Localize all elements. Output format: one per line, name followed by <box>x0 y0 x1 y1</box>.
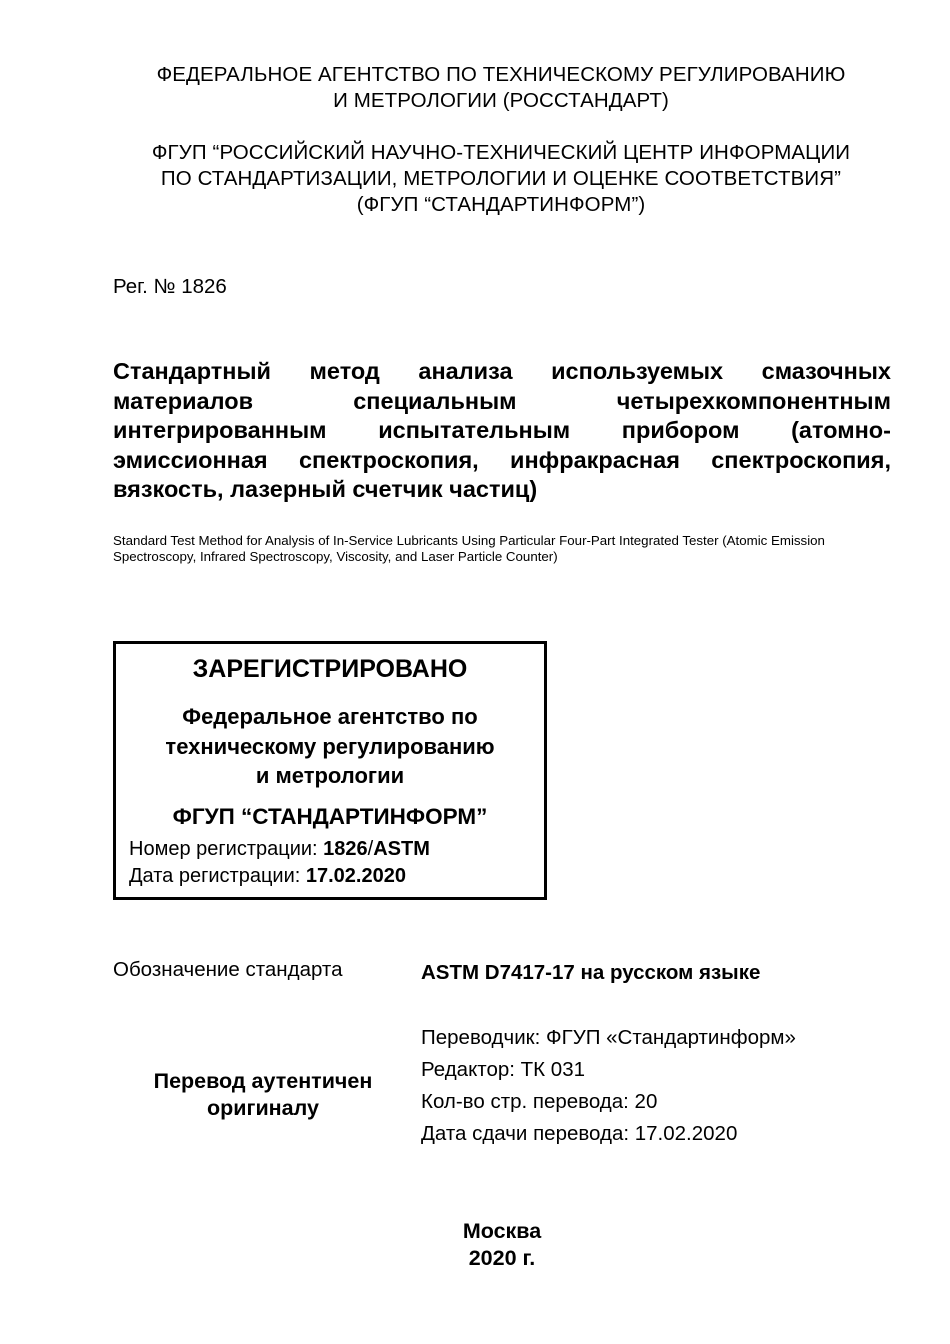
title-en-line: Spectroscopy, Infrared Spectroscopy, Viscosity, and Laser Particle Counter) <box>113 549 558 564</box>
agency-header <box>100 62 902 114</box>
footer-city: Москва <box>462 1219 542 1243</box>
title-ru-line: эмиссионная спектроскопия, инфракрасная спектроскопия, <box>113 446 891 473</box>
stamp-organization: ФГУП “СТАНДАРТИНФОРМ” <box>172 804 488 829</box>
agency-header-line: ФЕДЕРАЛЬНОЕ АГЕНТСТВО ПО ТЕХНИЧЕСКОМУ РЕГУЛИРОВАНИЮ <box>156 63 846 86</box>
stamp-agency-line: техническому регулированию <box>165 733 495 759</box>
title-en-line: Standard Test Method for Analysis of In-Service Lubricants Using Particular Four-Part Integrated Tester (Atomic Emission <box>113 533 825 548</box>
agency-header-line: И МЕТРОЛОГИИ (РОССТАНДАРТ) <box>333 89 669 112</box>
document-title-ru <box>113 357 891 505</box>
info-center-line: ПО СТАНДАРТИЗАЦИИ, МЕТРОЛОГИИ И ОЦЕНКЕ СООТВЕТСТВИЯ” <box>160 167 842 190</box>
stamp-registration-number <box>129 836 430 862</box>
stamp-number-separator: / <box>367 838 374 860</box>
title-ru-line: вязкость, лазерный счетчик частиц) <box>113 476 538 503</box>
document-title-en <box>113 533 893 565</box>
authenticity-statement <box>113 1068 413 1122</box>
standard-designation-label: Обозначение стандарта <box>113 958 343 981</box>
authenticity-line: Перевод аутентичен <box>153 1069 373 1093</box>
stamp-agency <box>116 702 544 791</box>
stamp-number-suffix: ASTM <box>373 838 430 860</box>
registration-stamp-box <box>113 641 547 900</box>
info-center-header <box>100 140 902 218</box>
stamp-date-value: 17.02.2020 <box>305 865 406 887</box>
page-count-line: Кол-во стр. перевода: 20 <box>421 1090 658 1113</box>
standard-designation-value: ASTM D7417-17 на русском языке <box>421 961 761 984</box>
footer-year: 2020 г. <box>468 1246 536 1270</box>
footer <box>350 1218 654 1272</box>
translator-line: Переводчик: ФГУП «Стандартинформ» <box>421 1026 796 1049</box>
editor-line: Редактор: ТК 031 <box>421 1058 585 1081</box>
info-center-line: (ФГУП “СТАНДАРТИНФОРМ”) <box>356 193 646 216</box>
title-ru-line: материалов специальным четырехкомпонентным <box>113 387 891 414</box>
stamp-date-label: Дата регистрации: <box>129 865 306 887</box>
translation-info <box>421 1022 796 1150</box>
info-center-line: ФГУП “РОССИЙСКИЙ НАУЧНО-ТЕХНИЧЕСКИЙ ЦЕНТР ИНФОРМАЦИИ <box>151 141 851 164</box>
title-ru-line: интегрированным испытательным прибором (атомно- <box>113 417 891 444</box>
delivery-date-line: Дата сдачи перевода: 17.02.2020 <box>421 1122 738 1145</box>
stamp-agency-line: и метрологии <box>255 763 405 788</box>
stamp-agency-line: Федеральное агентство по <box>182 704 478 729</box>
stamp-heading: ЗАРЕГИСТРИРОВАНО <box>192 655 468 683</box>
registration-number: Рег. № 1826 <box>113 275 227 298</box>
authenticity-line: оригиналу <box>207 1096 319 1120</box>
stamp-registration-date <box>129 863 406 889</box>
title-ru-line: Стандартный метод анализа используемых смазочных <box>113 358 891 384</box>
stamp-number-value: 1826 <box>323 838 368 860</box>
stamp-number-label: Номер регистрации: <box>129 838 324 860</box>
